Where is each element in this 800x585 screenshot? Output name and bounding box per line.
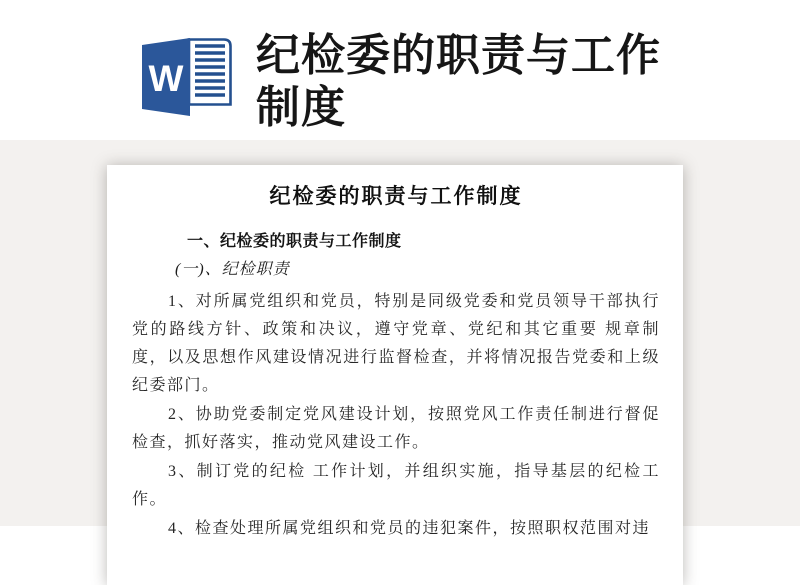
page-title: 纪检委的职责与工作制度 [256, 31, 661, 132]
document-title: 纪检委的职责与工作制度 [269, 184, 523, 208]
word-document-icon [140, 36, 234, 118]
document-paragraph-1: 1、对所属党组织和党员，特别是同级党委和党员领导干部执行党的路线方针、政策和决议，遵守党章、党纪和其它重要 规章制度，以及思想作风建设情况进行监督检查，并将情况报告党委和上级纪委部门。 [132, 293, 660, 394]
document-heading-2: (一)、纪检职责 [175, 261, 290, 278]
document-page[interactable] [107, 165, 683, 585]
header [0, 0, 800, 140]
content-area [0, 140, 800, 537]
document-heading-1: 一、纪检委的职责与工作制度 [187, 233, 402, 250]
word-icon-svg [140, 36, 234, 118]
document-paragraph-2: 2、协助党委制定党风建设计划，按照党风工作责任制进行督促检查，抓好落实，推动党风建设工作。 [132, 406, 660, 451]
document-paragraph-4: 4、检查处理所属党组织和党员的违犯案件，按照职权范围对违 [168, 520, 651, 537]
word-icon-letter: W [148, 58, 184, 99]
document-paragraph-3: 3、制订党的纪检 工作计划，并组织实施，指导基层的纪检工作。 [132, 463, 660, 508]
